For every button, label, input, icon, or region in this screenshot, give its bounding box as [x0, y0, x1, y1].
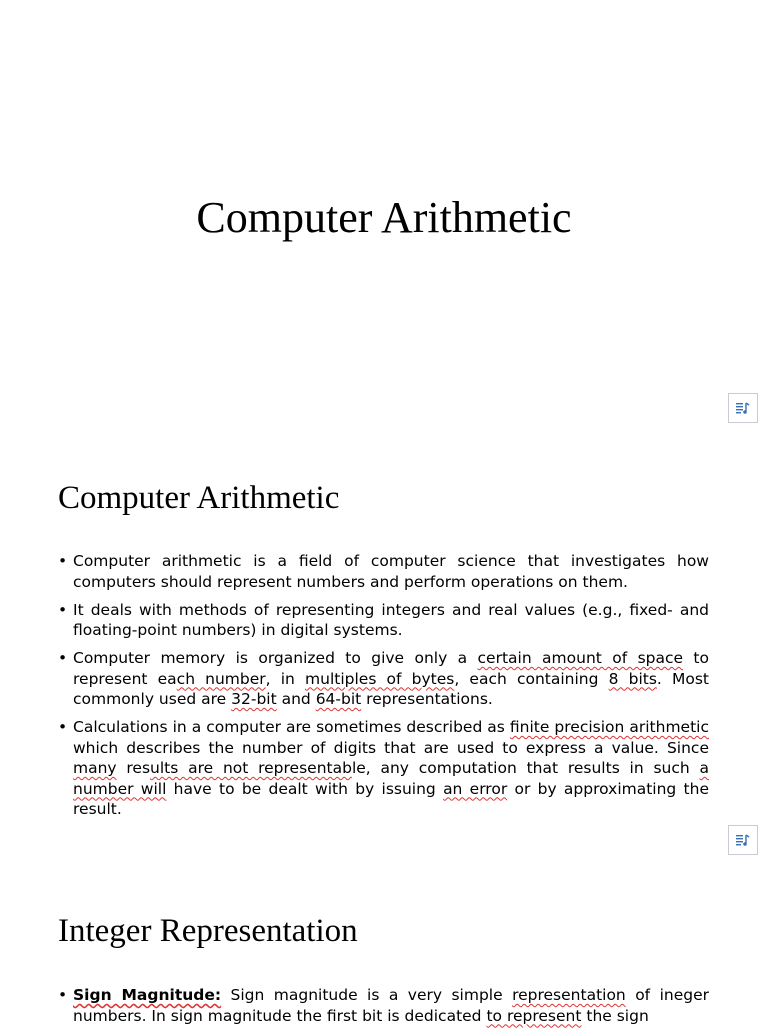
text-run: le, any computation that results in such	[351, 759, 700, 777]
text-run: to represent ea	[73, 649, 709, 688]
notes-icon	[735, 401, 751, 415]
annotated-text: 32-bit	[231, 690, 277, 708]
annotated-text: 64-bit	[315, 690, 362, 708]
text-run: res	[116, 759, 151, 777]
text-run: , in	[265, 669, 306, 688]
bullet-list	[58, 551, 709, 827]
bullet-item	[58, 985, 709, 1026]
bullet-item: • It deals with methods of representing integers and real values (e.g., fixed- and floating-point numbers) in digital systems.	[58, 600, 709, 641]
term-label: Sign Magnitude:	[73, 986, 222, 1004]
annotated-text: 8 bits	[608, 669, 657, 688]
notes-button[interactable]	[728, 825, 758, 855]
bullet-item	[58, 717, 709, 820]
text-run: Computer memory is organized to give only a	[73, 649, 478, 667]
notes-icon	[735, 833, 751, 847]
notes-button[interactable]	[728, 393, 758, 423]
text-run: . Most commonly used are	[73, 669, 709, 708]
annotated-text: representation	[512, 986, 626, 1004]
bullet-item	[58, 648, 709, 710]
section-heading: Integer Representation	[58, 913, 358, 949]
annotated-text: ults are not representab	[150, 759, 352, 777]
bullet-item: • Computer arithmetic is a field of computer science that investigates how computers should represent numbers and perform operations on them.	[58, 551, 709, 592]
annotated-text: to represent	[486, 1006, 582, 1025]
text-run: which describes the number of digits that are used to express a value. Since	[73, 738, 709, 757]
text-run: and	[276, 690, 316, 708]
text-run: Sign magnitude is a very simple	[221, 986, 513, 1004]
text-run: , each containing	[454, 669, 609, 688]
annotated-text: ch number	[176, 669, 266, 688]
annotated-text: an error	[443, 779, 508, 798]
text-run: representations.	[361, 690, 493, 708]
text-run: or by approximating the result.	[73, 779, 709, 818]
annotated-text: many	[73, 759, 117, 777]
annotated-text: a number will	[73, 759, 709, 798]
annotated-text: certain amount of space	[477, 649, 684, 667]
text-run: Calculations in a computer are sometimes described as	[73, 718, 510, 736]
slide-title: Computer Arithmetic	[196, 193, 572, 242]
section-heading: Computer Arithmetic	[58, 480, 340, 516]
text-run: the sign	[581, 1006, 649, 1025]
annotated-text: finite precision arithmetic	[509, 718, 710, 736]
text-run: of ineger numbers. In sign magnitude the first bit is dedicated	[73, 986, 709, 1025]
text-run: have to be dealt with by issuing	[166, 779, 444, 798]
annotated-text: multiples of bytes	[305, 669, 455, 688]
bullet-list	[58, 985, 709, 1034]
